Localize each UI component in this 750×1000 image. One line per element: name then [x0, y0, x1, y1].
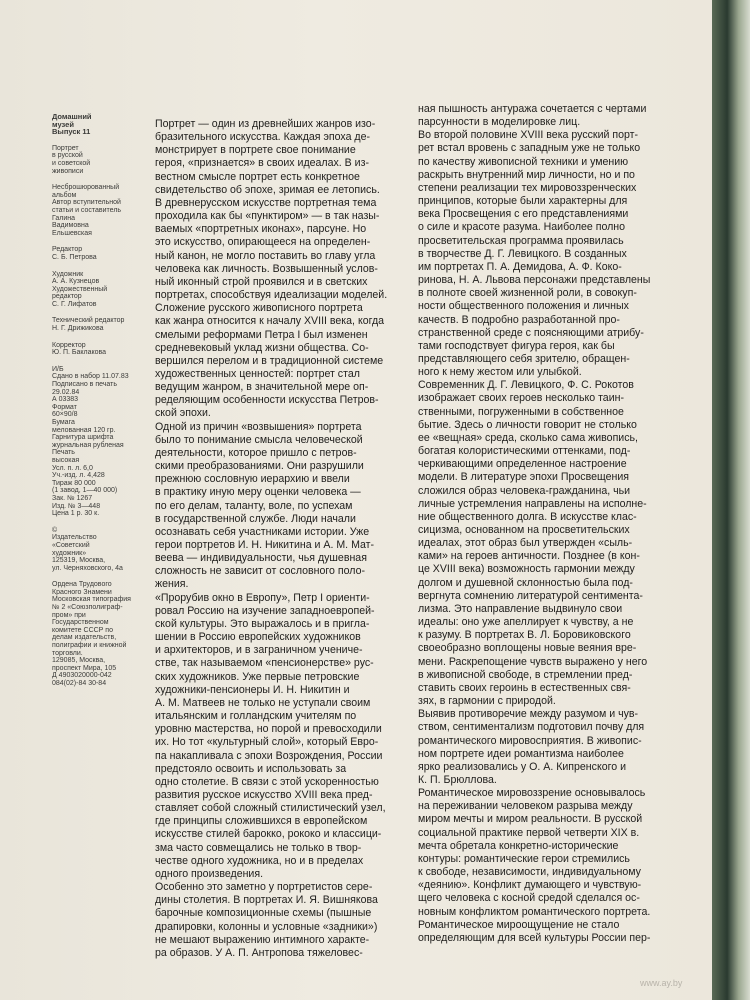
imprint-line: 29.02.84: [52, 388, 80, 396]
imprint-line: делам издательств,: [52, 634, 117, 642]
text-line: в государственной службе. Люди начали: [155, 512, 356, 525]
text-line: одно столетие. В связи с этой ускоренностью: [155, 775, 379, 788]
imprint-line: Уч.-изд. л. 4,428: [52, 472, 105, 480]
text-line: итальянским и голландским учителям по: [155, 710, 357, 723]
imprint-block: [52, 581, 144, 687]
imprint-line: А. А. Кузнецов: [52, 278, 100, 286]
text-line: ставить своих героинь в естественных свя-: [418, 681, 631, 694]
imprint-line: торговли.: [52, 649, 83, 657]
imprint-column: [52, 113, 144, 697]
text-line: Портрет — один из древнейших жанров изо-: [155, 118, 376, 130]
imprint-line: Д 4903020000-042: [52, 672, 112, 680]
imprint-line: мелованная 120 гр.: [52, 426, 116, 434]
imprint-line: и советской: [52, 159, 91, 167]
text-line: личные устремления направлены на исполне-: [418, 497, 647, 510]
text-line: ности общественного положения и личных: [418, 300, 629, 313]
text-line: о силе и красоте разума. Наиболее полно: [418, 221, 626, 234]
text-line: ваемых «портретных иконах», парсуне. Но: [155, 223, 367, 236]
imprint-block: [52, 366, 144, 518]
text-line: богатая колористическими оттенками, под-: [418, 445, 631, 458]
imprint-line: Ордена Трудового: [52, 581, 112, 589]
text-line: предстояло освоить и использовать за: [155, 762, 347, 775]
text-line: стве, так называемом «пенсионерстве» рус-: [155, 657, 374, 670]
text-line: вергнута сомнению литературой сентимента-: [418, 589, 643, 602]
text-line: Одной из причин «возвышения» портрета: [155, 420, 362, 433]
text-line: человека как личность. Возвышенный услов-: [155, 262, 378, 275]
text-line: ра образов. У А. П. Антропова тяжеловес-: [155, 946, 363, 959]
text-line: по его делам, таланту, воле, по успехам: [155, 499, 353, 512]
imprint-line: редактор: [52, 293, 82, 301]
text-line: мени. Раскрепощение чувств выражено у него: [418, 655, 648, 668]
text-line: к разуму. В портретах В. Л. Боровиковского: [418, 629, 631, 642]
text-line: Во второй половине XVIII века русский порт-: [418, 129, 639, 142]
text-line: ном портрете идеи романтизма наиболее: [418, 747, 624, 760]
text-line: одного произведения.: [155, 867, 264, 880]
text-line: сицизма, основанном на просветительских: [418, 524, 630, 536]
text-line: просветительская программа проявилась: [418, 234, 624, 247]
imprint-line: Изд. № 3—448: [52, 502, 101, 510]
text-line: щего человека с косной средой сделался ос-: [418, 892, 640, 905]
text-line: це XVIII века) возможность гармонии между: [418, 563, 635, 576]
text-line: дины столетия. В портретах И. Я. Вишнякова: [155, 894, 378, 907]
text-column-1: [155, 118, 405, 960]
text-line: идеалы: оно уже апеллирует к чувству, а не: [418, 616, 634, 629]
text-line: проходила как бы «пунктиром» — в так назы-: [155, 210, 380, 223]
text-line: Романтическое мироощущение не стало: [418, 918, 620, 931]
imprint-line: Московская типография: [52, 596, 131, 604]
imprint-line: № 2 «Союзполиграф-: [52, 604, 123, 612]
text-line: своеобразно воплощены новые веяния вре-: [418, 642, 637, 655]
imprint-line: статьи и составитель: [52, 206, 122, 214]
imprint-block: [52, 527, 144, 573]
text-line: где принципы сложившихся в европейском: [155, 815, 368, 828]
imprint-line: комитете СССР по: [52, 626, 113, 634]
imprint-line: 125319, Москва,: [52, 557, 106, 565]
book-spine: [712, 0, 750, 1000]
text-line: к свободе, независимости, индивидуальному: [418, 866, 641, 879]
imprint-block: [52, 317, 144, 332]
text-line: честве одного художника, но и в пределах: [155, 854, 364, 867]
text-line: ведущим жанром, в значительной мере оп-: [155, 381, 369, 394]
imprint-line: Государственном: [52, 619, 109, 627]
text-line: ками» на героев античности. Позднее (в кон-: [418, 550, 640, 563]
imprint-line: Автор вступительной: [52, 199, 121, 207]
text-line: их. Но тот «культурный слой», который Евро-: [155, 736, 379, 749]
text-line: ственными, погруженными в собственное: [418, 405, 624, 418]
imprint-line: «Советский: [52, 541, 90, 549]
imprint-line: Технический редактор: [52, 317, 125, 325]
text-line: «Прорубив окно в Европу», Петр I ориенти-: [155, 591, 370, 604]
imprint-line: Издательство: [52, 534, 97, 542]
imprint-line: ©: [52, 526, 58, 534]
text-line: это искусство, опирающееся на определен-: [155, 236, 371, 249]
text-line: странственной среде с поясняющими атрибу-: [418, 326, 644, 339]
imprint-line: С. Г. Лифатов: [52, 300, 97, 308]
imprint-line: Портрет: [52, 144, 79, 152]
imprint-line: художник»: [52, 549, 87, 557]
text-line: социальной практике первой четверти XIX в.: [418, 826, 640, 839]
text-line: в живописной свободе, в стремлении пред-: [418, 668, 633, 681]
text-line: им портретах П. А. Демидова, А. Ф. Коко-: [418, 260, 622, 273]
text-line: тами господствует фигура героя, как бы: [418, 339, 615, 352]
text-line: смелыми реформами Петра I был изменен: [155, 328, 368, 341]
imprint-line: ул. Черняховского, 4а: [52, 564, 123, 572]
imprint-line: журнальная рубленая: [52, 441, 124, 449]
text-line: ской культуры. Это выражалось и в пригла-: [155, 617, 370, 630]
imprint-line: Н. Г. Дрижикова: [52, 325, 104, 333]
imprint-line: 60×90/8: [52, 411, 78, 419]
imprint-line: Выпуск 11: [52, 127, 91, 137]
text-line: шении в Россию европейских художников: [155, 631, 361, 644]
imprint-line: проспект Мира, 105: [52, 664, 117, 672]
text-line: В древнерусском искусстве портретная тема: [155, 196, 377, 209]
text-line: Выявив противоречие между разумом и чув-: [418, 708, 639, 721]
watermark: www.ay.by: [640, 978, 683, 988]
imprint-line: Домашний: [52, 112, 92, 121]
imprint-line: Вадимовна: [52, 222, 89, 230]
imprint-line: Красного Знамени: [52, 588, 112, 596]
text-line: как жанра относится к началу XVIII века, когда: [155, 315, 385, 328]
text-column-2: [418, 103, 683, 945]
text-line: ских художников. Уже первые петровские: [155, 670, 360, 683]
text-line: рет встал вровень с западным уже не только: [418, 142, 641, 155]
text-line: и архитекторов, и в заграничном учениче-: [155, 644, 363, 657]
text-line: долгом и душевной склонностью была под-: [418, 576, 633, 589]
imprint-line: живописи: [52, 167, 84, 175]
text-line: зях, в гармонии с природой.: [418, 695, 556, 708]
text-line: веева — индивидуальности, чья душевная: [155, 552, 367, 565]
text-line: ярко реализовались у О. А. Кипренского и: [418, 760, 626, 773]
imprint-line: Усл. п. л. 6,0: [52, 464, 93, 472]
text-line: средневековый уклад жизни общества. Со-: [155, 341, 369, 354]
text-line: осознавать себя участниками истории. Уже: [155, 525, 370, 538]
imprint-block: [52, 342, 144, 357]
imprint-line: музей: [52, 119, 74, 129]
imprint-line: Формат: [52, 403, 77, 411]
text-line: черкивающими определенное настроение: [418, 458, 627, 471]
text-line: А. М. Матвеев не только не уступали своим: [155, 696, 371, 709]
text-line: ние общественного долга. В искусстве клас-: [418, 510, 637, 523]
text-line: по качеству живописной техники и умению: [418, 155, 629, 168]
text-line: Современник Д. Г. Левицкого, Ф. С. Рокотов: [418, 379, 634, 392]
imprint-line: высокая: [52, 456, 80, 464]
text-line: качеств. В подробно разработанной про-: [418, 313, 620, 326]
imprint-line: альбом: [52, 191, 77, 199]
imprint-line: Несброшюрованный: [52, 184, 120, 192]
text-line: в творчестве Д. Г. Левицкого. В созданных: [418, 247, 627, 260]
imprint-line: 084(02)-84 30-84: [52, 680, 107, 687]
text-line: ределяющим особенности искусства Петров-: [155, 394, 379, 407]
text-line: ством, сентиментализм подготовил почву для: [418, 721, 645, 734]
text-line: герои портретов И. Н. Никитина и А. М. Мат-: [155, 539, 375, 551]
text-line: скими преобразованиями. Они разрушили: [155, 460, 364, 473]
text-line: искусстве стилей барокко, рококо и классици-: [155, 828, 382, 841]
text-line: Сложение русского живописного портрета: [155, 302, 363, 315]
text-line: ринова, Н. А. Львова персонажи представлены: [418, 274, 651, 287]
text-line: ный иконный строй проявился и в светских: [155, 275, 368, 288]
text-line: контуры: романтические герои стремились: [418, 852, 630, 865]
imprint-line: Галина: [52, 214, 76, 222]
imprint-line: Зак. № 1267: [52, 494, 93, 502]
text-line: па накапливала с эпохи Возрождения, России: [155, 749, 383, 762]
text-line: К. П. Брюллова.: [418, 773, 497, 786]
text-line: монстрирует в портрете свое понимание: [155, 144, 356, 157]
imprint-block: [52, 145, 144, 175]
text-line: жения.: [155, 578, 189, 591]
text-line: барочные композиционные схемы (пышные: [155, 907, 372, 920]
text-line: ная пышность антуража сочетается с чертами: [418, 103, 647, 115]
text-line: миром мечты и миром реальности. В русской: [418, 813, 643, 826]
text-line: бытие. Здесь о личности говорит не столько: [418, 418, 637, 431]
text-line: парсунности в моделировке лиц.: [418, 116, 581, 129]
imprint-line: С. Б. Петрова: [52, 253, 97, 261]
imprint-block: [52, 246, 144, 261]
text-line: художники-пенсионеры И. Н. Никитин и: [155, 683, 350, 696]
text-line: лизма. Это направление выдвинуло свои: [418, 602, 623, 615]
text-line: новным конфликтом романтического портрета.: [418, 905, 651, 918]
text-line: ровал Россию на изучение западноевропей-: [155, 604, 375, 617]
imprint-line: И/Б: [52, 365, 64, 373]
imprint-line: Печать: [52, 449, 75, 457]
imprint-block: [52, 113, 144, 136]
text-line: драпировки, колонны и условные «задники»): [155, 920, 378, 933]
text-line: вершился перелом и в традиционной системе: [155, 354, 384, 367]
text-line: мечта обретала конкретно-исторические: [418, 839, 619, 852]
imprint-line: пром» при: [52, 611, 86, 619]
text-line: «деянию». Конфликт думающего и чувствую-: [418, 879, 642, 892]
text-line: степени реализации тех мировоззренческих: [418, 181, 637, 194]
imprint-line: 129085, Москва,: [52, 657, 106, 665]
imprint-line: полиграфии и книжной: [52, 642, 127, 650]
text-line: художественных ценностей: портрет стал: [155, 367, 360, 380]
imprint-block: [52, 184, 144, 237]
text-line: было то понимание смысла человеческой: [155, 433, 363, 446]
text-line: деятельности, которое пришло с петров-: [155, 446, 357, 459]
imprint-line: (1 завод, 1—40 000): [52, 487, 118, 495]
text-line: сложился образ человека-гражданина, чьи: [418, 484, 631, 497]
text-line: представляющего себя зрителю, обращен-: [418, 352, 630, 365]
text-line: героя, «признается» в своих идеалах. В из-: [155, 157, 369, 170]
text-line: идеалах, этот образ был утвержден «сыль-: [418, 537, 633, 550]
text-line: бразительного искусства. Каждая эпоха де-: [155, 131, 370, 144]
text-line: раскрыть внутренний мир личности, но и по: [418, 168, 635, 181]
text-line: ставляет собой сложный стилистический узел,: [155, 802, 386, 815]
imprint-line: Ю. П. Баклакова: [52, 349, 107, 357]
text-line: не мешают выражению интимного характе-: [155, 933, 370, 946]
text-line: изображает своих героев несколько таин-: [418, 392, 624, 405]
text-line: в практику иную меру оценки человека —: [155, 486, 361, 499]
text-line: сложность не зависит от сословного поло-: [155, 565, 366, 578]
imprint-line: в русской: [52, 152, 83, 160]
text-line: принципов, которые были характерны для: [418, 195, 628, 208]
text-line: портретах, способствуя идеализации моделей.: [155, 289, 388, 302]
text-line: ской эпохи.: [155, 407, 211, 420]
text-line: романтического мировосприятия. В живопис-: [418, 734, 642, 747]
imprint-line: Гарнитура шрифта: [52, 434, 114, 442]
text-line: ее «вещная» среда, сколько сама живопись,: [418, 431, 638, 444]
text-line: развития русское искусство XVIII века пред-: [155, 788, 373, 801]
text-line: Романтическое мировоззрение основывалось: [418, 787, 646, 800]
text-line: прежнюю сословную иерархию и ввели: [155, 473, 350, 486]
text-line: в полноте своей жизненной роли, в совокуп-: [418, 287, 637, 300]
text-line: свидетельство об эпохе, зримая ее летопись.: [155, 183, 380, 196]
text-line: на переживании человеком разрыва между: [418, 800, 633, 813]
text-line: модели. В литературе эпохи Просвещения: [418, 471, 629, 484]
imprint-line: Подписано в печать: [52, 381, 118, 389]
imprint-line: Цена 1 р. 30 к.: [52, 510, 100, 518]
text-line: ный канон, не могло поставить во главу угла: [155, 249, 376, 262]
text-line: определяющим для всей культуры России пер-: [418, 931, 651, 944]
text-line: ного к нему жестом или улыбкой.: [418, 366, 582, 379]
imprint-block: [52, 271, 144, 309]
imprint-line: Сдано в набор 11.07.83: [52, 373, 129, 381]
imprint-line: А 03383: [52, 396, 79, 404]
text-line: вестном смысле портрет есть конкретное: [155, 170, 360, 183]
imprint-line: Редактор: [52, 246, 83, 254]
text-line: века Просвещения с его представлениями: [418, 208, 629, 221]
imprint-line: Художественный: [52, 285, 108, 293]
text-line: уровню мастерства, но порой и превосходили: [155, 723, 382, 736]
imprint-line: Художник: [52, 270, 84, 278]
imprint-line: Корректор: [52, 341, 86, 349]
text-line: Особенно это заметно у портретистов сере-: [155, 881, 373, 894]
imprint-line: Тираж 80 000: [52, 479, 96, 487]
imprint-line: Бумага: [52, 419, 75, 426]
text-line: зма часто совмещались не только в твор-: [155, 841, 362, 854]
imprint-line: Ельшевская: [52, 229, 92, 237]
